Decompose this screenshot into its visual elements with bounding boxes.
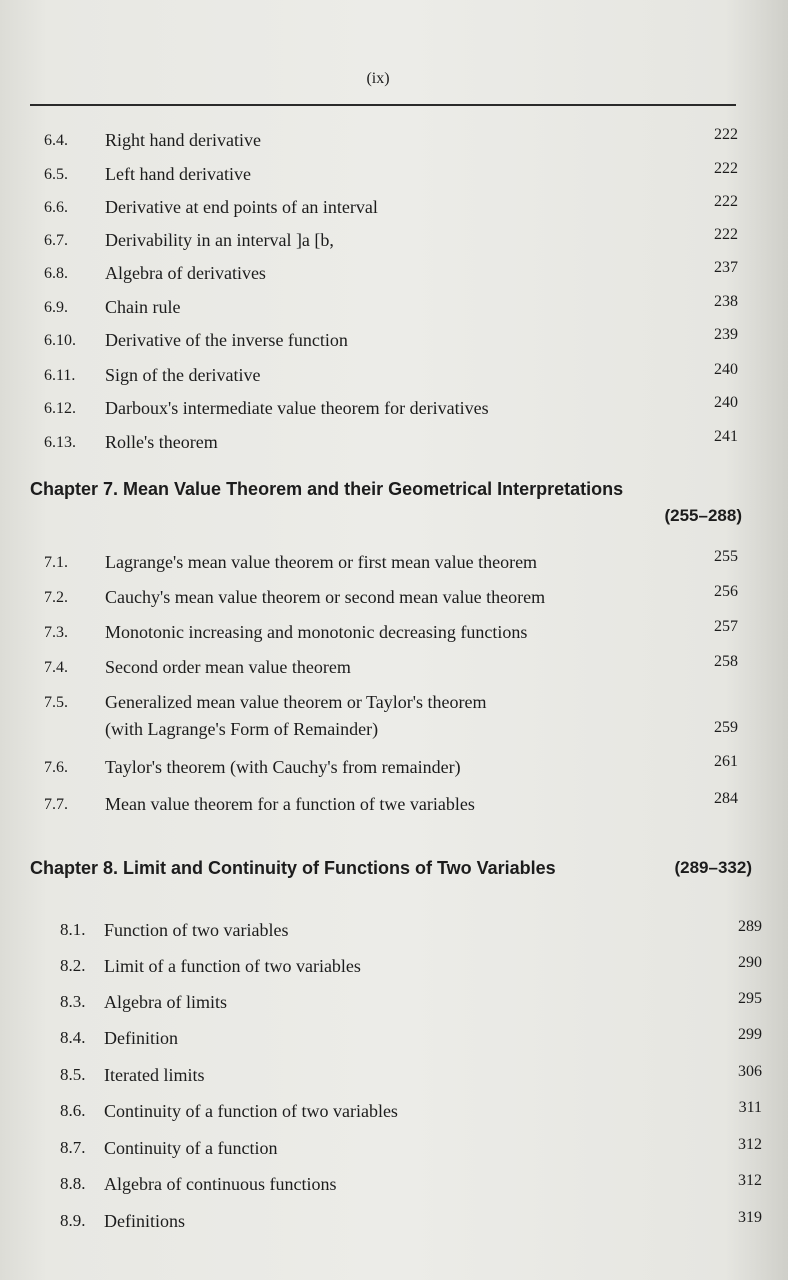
entry-title: Algebra of limits <box>104 992 227 1012</box>
entry-number: 6.10. <box>44 332 76 349</box>
entry-title: Definition <box>104 1028 178 1048</box>
entry-title: Taylor's theorem (with Cauchy's from remainder) <box>105 757 461 777</box>
entry-number: 7.4. <box>44 659 68 676</box>
entry-number: 8.9. <box>60 1211 86 1230</box>
chapter-heading: Chapter 8. Limit and Continuity of Functions of Two Variables <box>30 858 556 878</box>
entry-number: 6.5. <box>44 166 68 183</box>
entry-title: Generalized mean value theorem or Taylor's theorem <box>105 692 487 712</box>
entry-page: 222 <box>714 193 738 210</box>
entry-title: Derivative of the inverse function <box>105 330 348 350</box>
entry-title: Sign of the derivative <box>105 365 261 385</box>
entry-page: 238 <box>714 293 738 310</box>
entry-title: Algebra of derivatives <box>105 263 266 283</box>
entry-page: 258 <box>714 653 738 670</box>
entry-page: 256 <box>714 583 738 600</box>
entry-number: 6.7. <box>44 232 68 249</box>
entry-page: 257 <box>714 618 738 635</box>
entry-number: 8.4. <box>60 1028 86 1047</box>
toc-entry <box>0 1170 788 1200</box>
entry-page: 306 <box>738 1063 762 1080</box>
toc-entry <box>0 1134 788 1164</box>
entry-number: 6.4. <box>44 132 68 149</box>
entry-number: 6.6. <box>44 199 68 216</box>
chapter-page-range: (255–288) <box>664 506 742 525</box>
entry-title: Darboux's intermediate value theorem for derivatives <box>105 398 489 418</box>
entry-title: Left hand derivative <box>105 164 251 184</box>
entry-page: 255 <box>714 548 738 565</box>
entry-page: 299 <box>738 1026 762 1043</box>
toc-entry <box>0 226 788 256</box>
entry-number: 8.6. <box>60 1101 86 1120</box>
page-number: (ix) <box>366 70 390 87</box>
entry-title: Derivative at end points of an interval <box>105 197 378 217</box>
toc-entry <box>0 428 788 458</box>
toc-entry <box>0 326 788 356</box>
toc-entry <box>0 952 788 982</box>
entry-number: 8.2. <box>60 956 86 975</box>
toc-entry <box>0 293 788 323</box>
entry-title: Algebra of continuous functions <box>104 1174 337 1194</box>
entry-page: 239 <box>714 326 738 343</box>
entry-title: Iterated limits <box>104 1065 205 1085</box>
entry-page: 259 <box>714 719 738 736</box>
toc-entry <box>0 1097 788 1127</box>
entry-page: 237 <box>714 259 738 276</box>
entry-number: 7.6. <box>44 759 68 776</box>
toc-entry <box>0 548 788 578</box>
entry-title: Cauchy's mean value theorem or second mean value theorem <box>105 587 546 607</box>
entry-number: 7.5. <box>44 694 68 711</box>
entry-title: Chain rule <box>105 297 181 317</box>
entry-page: 240 <box>714 361 738 378</box>
entry-title: Continuity of a function of two variables <box>104 1101 398 1121</box>
toc-entry <box>0 160 788 190</box>
entry-page: 290 <box>738 954 762 971</box>
toc-entry <box>0 1061 788 1091</box>
toc-entry <box>0 719 788 749</box>
entry-number: 7.3. <box>44 624 68 641</box>
entry-page: 222 <box>714 226 738 243</box>
entry-number: 7.1. <box>44 554 68 571</box>
toc-entry <box>0 653 788 683</box>
entry-title: Second order mean value theorem <box>105 657 351 677</box>
entry-number: 8.5. <box>60 1065 86 1084</box>
entry-title: Mean value theorem for a function of twe variables <box>105 794 475 814</box>
entry-page: 261 <box>714 753 738 770</box>
entry-number: 6.12. <box>44 400 76 417</box>
header-rule <box>30 104 736 106</box>
entry-page: 289 <box>738 918 762 935</box>
toc-entry <box>0 1024 788 1054</box>
entry-page: 319 <box>738 1209 762 1226</box>
entry-title: Right hand derivative <box>105 130 261 150</box>
toc-entry <box>0 259 788 289</box>
entry-page: 222 <box>714 126 738 143</box>
toc-entry <box>0 361 788 391</box>
entry-number: 8.8. <box>60 1174 86 1193</box>
toc-entry <box>0 988 788 1018</box>
entry-page: 284 <box>714 790 738 807</box>
entry-title: Rolle's theorem <box>105 432 218 452</box>
chapter-page-range: (289–332) <box>674 858 752 877</box>
entry-page: 240 <box>714 394 738 411</box>
entry-title: Derivability in an interval ]a [b, <box>105 230 334 250</box>
entry-page: 295 <box>738 990 762 1007</box>
entry-title: Monotonic increasing and monotonic decreasing functions <box>105 622 528 642</box>
entry-number: 6.8. <box>44 265 68 282</box>
toc-entry <box>0 688 788 718</box>
entry-page: 241 <box>714 428 738 445</box>
entry-page: 312 <box>738 1172 762 1189</box>
chapter-heading: Chapter 7. Mean Value Theorem and their Geometrical Interpretations <box>30 479 624 499</box>
entry-number: 7.7. <box>44 796 68 813</box>
toc-entry <box>0 790 788 820</box>
entry-page: 222 <box>714 160 738 177</box>
entry-number: 8.1. <box>60 920 86 939</box>
toc-entry <box>0 618 788 648</box>
toc-entry <box>0 193 788 223</box>
toc-entry <box>0 126 788 156</box>
entry-number: 8.7. <box>60 1138 86 1157</box>
entry-page: 311 <box>738 1099 762 1116</box>
entry-number: 6.9. <box>44 299 68 316</box>
entry-title: Continuity of a function <box>104 1138 278 1158</box>
toc-entry <box>0 394 788 424</box>
toc-entry <box>0 583 788 613</box>
entry-title: Function of two variables <box>104 920 289 940</box>
entry-number: 6.11. <box>44 367 76 384</box>
entry-number: 8.3. <box>60 992 86 1011</box>
entry-title-continuation: (with Lagrange's Form of Remainder) <box>105 719 379 739</box>
entry-number: 7.2. <box>44 589 68 606</box>
toc-entry <box>0 916 788 946</box>
entry-title: Lagrange's mean value theorem or first mean value theorem <box>105 552 538 572</box>
entry-title: Limit of a function of two variables <box>104 956 361 976</box>
toc-entry <box>0 753 788 783</box>
entry-page: 312 <box>738 1136 762 1153</box>
entry-number: 6.13. <box>44 434 76 451</box>
toc-entry <box>0 1207 788 1237</box>
entry-title: Definitions <box>104 1211 185 1231</box>
